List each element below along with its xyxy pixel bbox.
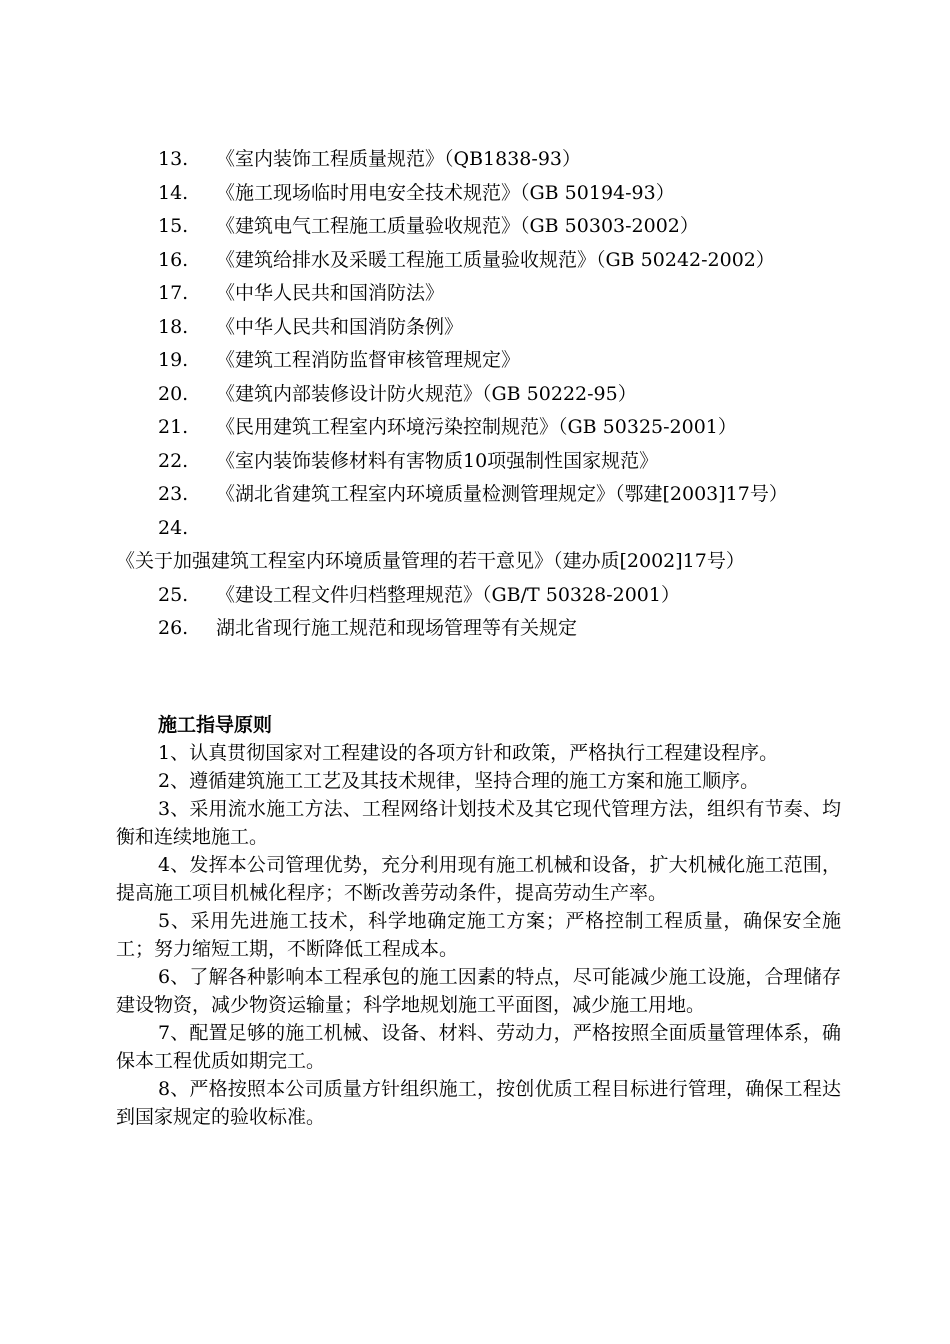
reference-number: 14.	[158, 181, 189, 204]
reference-number: 18.	[158, 315, 189, 338]
reference-item	[116, 277, 841, 311]
reference-text: 《室内装饰工程质量规范》（QB1838-93）	[216, 148, 581, 170]
reference-number: 26.	[158, 617, 189, 639]
reference-text: 《中华人民共和国消防条例》	[216, 315, 464, 338]
reference-text: 《民用建筑工程室内环境污染控制规范》（GB 50325-2001）	[216, 416, 737, 438]
reference-number: 25.	[158, 583, 189, 606]
reference-text: 《施工现场临时用电安全技术规范》（GB 50194-93）	[216, 181, 675, 204]
reference-item	[116, 445, 841, 479]
reference-text: 《关于加强建筑工程室内环境质量管理的若干意见》（建办质[2002]17号）	[116, 550, 745, 572]
principle-paragraph: 8、严格按照本公司质量方针组织施工，按创优质工程目标进行管理，确保工程达到国家规定的验收标准。	[116, 1078, 841, 1128]
reference-item	[116, 344, 841, 378]
reference-text: 湖北省现行施工规范和现场管理等有关规定	[216, 617, 578, 639]
reference-item	[116, 177, 841, 211]
principle-paragraph: 4、发挥本公司管理优势，充分利用现有施工机械和设备，扩大机械化施工范围，提高施工项目机械化程序；不断改善劳动条件，提高劳动生产率。	[116, 854, 841, 904]
reference-item	[116, 411, 841, 445]
principle-paragraph: 2、遵循建筑施工工艺及其技术规律，坚持合理的施工方案和施工顺序。	[158, 770, 760, 792]
reference-item	[116, 244, 841, 278]
guiding-principles-section	[116, 711, 841, 1131]
reference-number: 22.	[158, 449, 189, 472]
principle-paragraph: 7、配置足够的施工机械、设备、材料、劳动力，严格按照全面质量管理体系，确保本工程优质如期完工。	[116, 1022, 841, 1072]
reference-number: 24.	[158, 516, 189, 539]
reference-item	[116, 311, 841, 345]
reference-text: 《建筑内部装修设计防火规范》（GB 50222-95）	[216, 382, 637, 405]
reference-text: 《湖北省建筑工程室内环境质量检测管理规定》（鄂建[2003]17号）	[216, 483, 788, 505]
reference-list	[116, 143, 841, 646]
reference-text: 《建设工程文件归档整理规范》（GB/T 50328-2001）	[216, 583, 680, 606]
reference-item	[116, 378, 841, 412]
reference-item	[116, 512, 841, 579]
reference-text: 《建筑电气工程施工质量验收规范》（GB 50303-2002）	[216, 215, 699, 237]
reference-number: 17.	[158, 282, 189, 304]
reference-item	[116, 612, 841, 646]
reference-item	[116, 143, 841, 177]
reference-text: 《室内装饰装修材料有害物质10项强制性国家规范》	[216, 449, 659, 472]
principle-paragraph: 3、采用流水施工方法、工程网络计划技术及其它现代管理方法，组织有节奏、均衡和连续地施工。	[116, 798, 841, 848]
reference-text: 《建筑工程消防监督审核管理规定》	[216, 349, 521, 371]
reference-number: 16.	[158, 248, 189, 271]
reference-item	[116, 478, 841, 512]
reference-number: 21.	[158, 416, 189, 438]
reference-text: 《建筑给排水及采暖工程施工质量验收规范》（GB 50242-2002）	[216, 248, 775, 271]
reference-number: 19.	[158, 349, 189, 371]
principle-paragraph: 5、采用先进施工技术，科学地确定施工方案；严格控制工程质量，确保安全施工；努力缩短工期，不断降低工程成本。	[116, 910, 841, 960]
reference-item	[116, 579, 841, 613]
reference-number: 13.	[158, 148, 189, 170]
reference-number: 15.	[158, 215, 189, 237]
reference-number: 23.	[158, 483, 189, 505]
reference-text: 《中华人民共和国消防法》	[216, 282, 445, 304]
reference-number: 20.	[158, 382, 189, 405]
reference-item	[116, 210, 841, 244]
section-title: 施工指导原则	[158, 714, 273, 736]
principle-paragraph: 6、了解各种影响本工程承包的施工因素的特点，尽可能减少施工设施，合理储存建设物资，减少物资运输量；科学地规划施工平面图，减少施工用地。	[116, 966, 841, 1016]
principle-paragraph: 1、认真贯彻国家对工程建设的各项方针和政策，严格执行工程建设程序。	[158, 742, 779, 764]
